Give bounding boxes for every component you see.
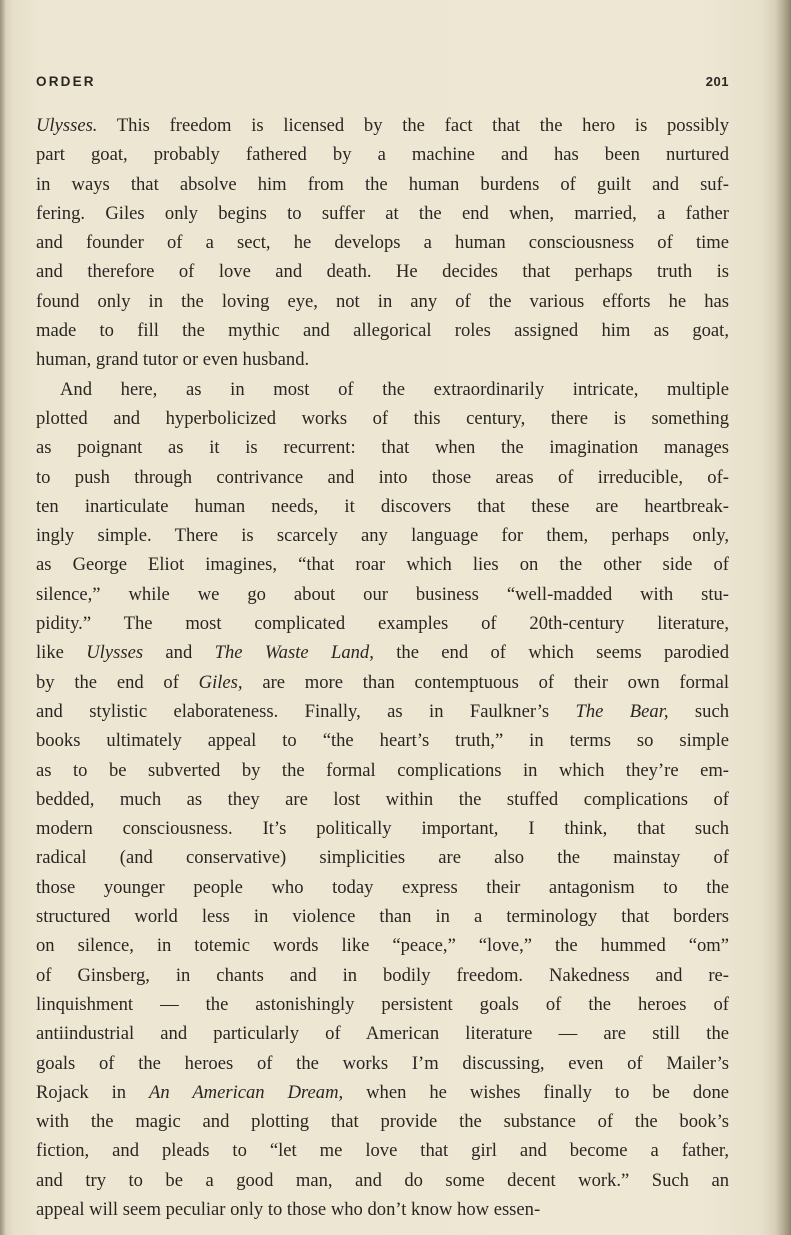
text-segment: part goat, probably fathered by a machine and has been nurtured [36, 144, 729, 166]
text-line [36, 345, 729, 374]
text-segment: silence,” while we go about our business “well-madded with stu- [36, 583, 729, 605]
text-segment: as poignant as it is recurrent: that when the imagination manages [36, 437, 729, 459]
text-line [36, 433, 729, 462]
text-line [36, 1078, 729, 1107]
text-line [36, 550, 729, 579]
text-segment: those younger people who today express their antagonism to the [36, 876, 729, 898]
text-segment: antiindustrial and particularly of American literature — are still the [36, 1023, 729, 1045]
text-line [36, 785, 729, 814]
text-segment: and [143, 642, 215, 664]
section-title: ORDER [36, 74, 96, 89]
text-segment: and stylistic elaborateness. Finally, as in Faulkner’s [36, 700, 576, 722]
text-segment: found only in the loving eye, not in any of the various efforts he has [36, 290, 729, 312]
text-segment: and founder of a sect, he develops a human consciousness of time [36, 232, 729, 254]
text-line [36, 521, 729, 550]
text-segment: bedded, much as they are lost within the stuffed complications of [36, 788, 729, 810]
text-line [36, 287, 729, 316]
text-segment: structured world less in violence than in a terminology that borders [36, 906, 729, 928]
text-line [36, 726, 729, 755]
text-line [36, 990, 729, 1019]
gutter-shadow [0, 0, 6, 1235]
text-segment: Rojack in [36, 1081, 150, 1103]
text-segment: as George Eliot imagines, “that roar which lies on the other side of [36, 554, 729, 576]
text-line [36, 638, 729, 667]
running-head [36, 74, 729, 94]
text-line [36, 111, 729, 140]
text-line [36, 257, 729, 286]
page-number: 201 [705, 74, 729, 89]
text-line [36, 814, 729, 843]
text-segment: the end of which seems parodied [373, 642, 730, 664]
italic-title: The Bear, [575, 700, 669, 722]
text-segment: and therefore of love and death. He decides that perhaps truth is [36, 261, 729, 283]
text-segment: human, grand tutor or even husband. [36, 349, 310, 371]
text-segment: like [36, 642, 87, 664]
text-line [36, 199, 729, 228]
text-segment: fiction, and pleads to “let me love that girl and become a father, [36, 1140, 729, 1162]
text-segment: such [668, 700, 729, 722]
text-line [36, 170, 729, 199]
text-segment: plotted and hyperbolicized works of this century, there is something [36, 407, 729, 429]
text-line [36, 1019, 729, 1048]
text-segment: goals of the heroes of the works I’m discussing, even of Mailer’s [36, 1052, 729, 1074]
text-line [36, 140, 729, 169]
text-line [36, 1166, 729, 1195]
text-line [36, 463, 729, 492]
text-line [36, 1195, 729, 1224]
text-line [36, 404, 729, 433]
text-segment: by the end of [36, 671, 199, 693]
text-line [36, 1049, 729, 1078]
text-segment: to push through contrivance and into those areas of irreducible, of- [36, 466, 729, 488]
text-segment: and try to be a good man, and do some decent work.” Such an [36, 1169, 729, 1191]
text-segment: when he wishes finally to be done [343, 1081, 729, 1103]
text-segment: This freedom is licensed by the fact that the hero is possibly [97, 115, 729, 136]
text-segment: with the magic and plotting that provide the substance of the book’s [36, 1111, 729, 1133]
text-line [36, 580, 729, 609]
text-line [36, 492, 729, 521]
text-line [36, 961, 729, 990]
italic-title: Ulysses. [36, 115, 98, 136]
text-line [36, 375, 729, 404]
italic-title: Ulysses [86, 642, 144, 664]
text-segment: in ways that absolve him from the human burdens of guilt and suf- [36, 173, 729, 195]
text-segment: ingly simple. There is scarcely any language for them, perhaps only, [36, 525, 729, 547]
italic-title: An American Dream, [149, 1081, 344, 1103]
text-line [36, 228, 729, 257]
text-segment: linquishment — the astonishingly persistent goals of the heroes of [36, 993, 729, 1015]
text-line [36, 873, 729, 902]
text-segment: ten inarticulate human needs, it discovers that these are heartbreak- [36, 495, 729, 517]
text-line [36, 756, 729, 785]
text-line [36, 668, 729, 697]
text-line [36, 697, 729, 726]
text-segment: appeal will seem peculiar only to those who don’t know how essen- [36, 1198, 541, 1220]
text-segment: are more than contemptuous of their own formal [242, 671, 729, 693]
text-segment: as to be subverted by the formal complications in which they’re em- [36, 759, 729, 781]
text-line [36, 1107, 729, 1136]
text-line [36, 609, 729, 638]
text-segment: books ultimately appeal to “the heart’s truth,” in terms so simple [36, 730, 729, 752]
italic-title: Giles, [198, 671, 243, 693]
text-segment: fering. Giles only begins to suffer at the end when, married, a father [36, 202, 729, 224]
text-segment: And here, as in most of the extraordinarily intricate, multiple [60, 378, 729, 400]
text-segment: on silence, in totemic words like “peace,” “love,” the hummed “om” [36, 935, 729, 957]
text-segment: of Ginsberg, in chants and in bodily freedom. Nakedness and re- [36, 964, 729, 986]
text-segment: radical (and conservative) simplicities are also the mainstay of [36, 847, 729, 869]
italic-title: The Waste Land, [214, 642, 374, 664]
text-segment: modern consciousness. It’s politically important, I think, that such [36, 818, 729, 840]
text-line [36, 843, 729, 872]
text-segment: pidity.” The most complicated examples of 20th-century literature, [36, 613, 729, 635]
text-line [36, 316, 729, 345]
text-line [36, 1136, 729, 1165]
text-line [36, 931, 729, 960]
text-line [36, 902, 729, 931]
text-segment: made to fill the mythic and allegorical roles assigned him as goat, [36, 320, 729, 342]
body-text [36, 111, 729, 1224]
